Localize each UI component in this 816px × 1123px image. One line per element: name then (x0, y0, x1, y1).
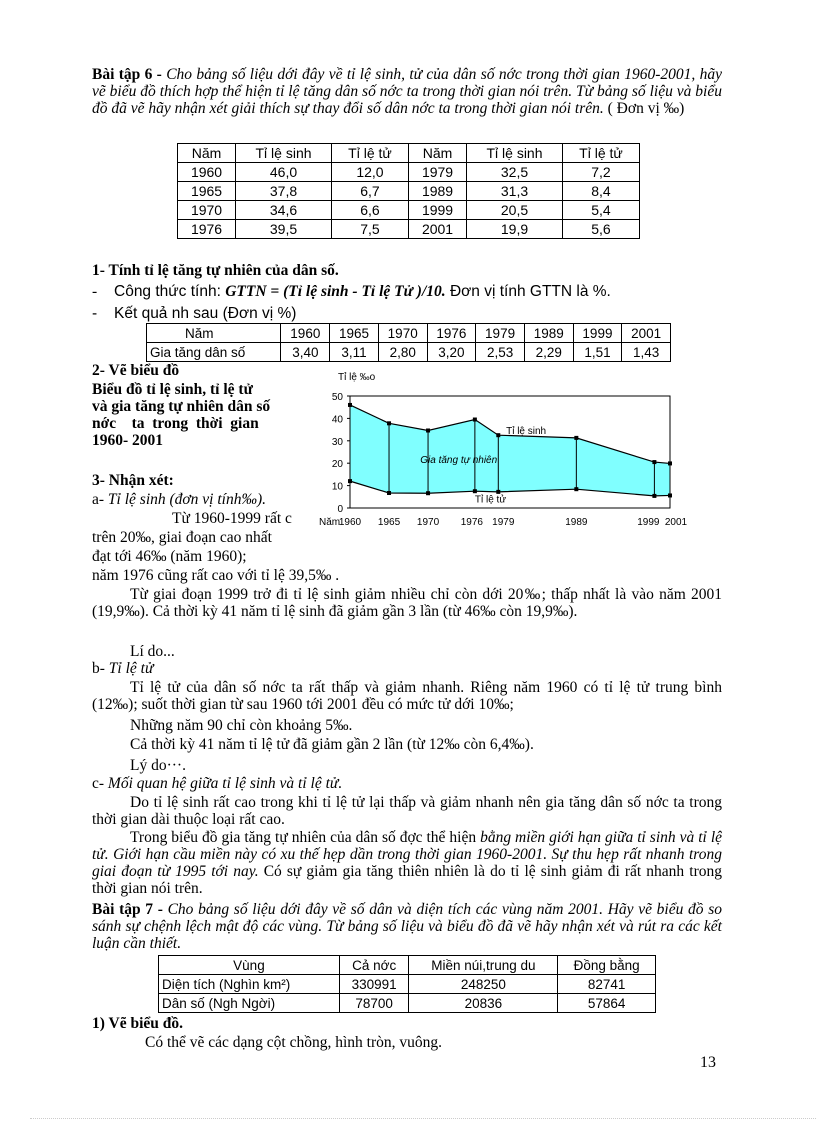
table-header: Vùng (159, 956, 340, 975)
birth-rate-point (387, 421, 391, 425)
table-cell: 8,4 (562, 182, 639, 201)
sub-a-label: a- (92, 491, 108, 508)
sub-c-label: c- (92, 775, 108, 792)
table-cell: 46,0 (236, 163, 332, 182)
table-header: Tỉ lệ sinh (236, 144, 332, 163)
table-header: Tỉ lệ tử (331, 144, 408, 163)
para-a1-line3: đạt tới 46‰ (năm 1960); (92, 548, 247, 565)
table-cell: 1979 (408, 163, 466, 182)
death-rate-point (426, 491, 430, 495)
caption-line: Biểu đồ tỉ lệ sinh, tỉ lệ tử (92, 381, 253, 398)
table-cell: 330991 (339, 975, 409, 994)
table-cell: 1970 (178, 201, 236, 220)
birth-rate-point (348, 403, 352, 407)
birth-death-rate-chart (318, 366, 698, 546)
table-header: Miền núi,trung du (409, 956, 558, 975)
table-row (178, 182, 640, 201)
table-cell: 2001 (622, 324, 671, 343)
table-cell: 1989 (524, 324, 573, 343)
sub-a-title: Tỉ lệ sinh (đơn vị tính‰). (107, 491, 267, 508)
ex7-section1-title: 1) Vẽ biểu đồ. (92, 1015, 184, 1032)
growth-table (146, 323, 671, 362)
table-row (147, 343, 671, 362)
ex6-unit: ( Đơn vị ‰) (607, 100, 685, 117)
para-c2-a: Trong biểu đồ gia tăng tự nhiên của dân số đợc thể hiện (130, 829, 481, 846)
table-cell: 2,53 (476, 343, 525, 362)
table-header: Năm (408, 144, 466, 163)
table-cell: 1,51 (573, 343, 622, 362)
death-rate-point (473, 489, 477, 493)
table-cell: 1,43 (622, 343, 671, 362)
ex6-result-line (92, 305, 296, 322)
sub-c-title: Mối quan hệ giữa tỉ lệ sinh và tỉ lệ tử. (107, 775, 343, 792)
table-cell: 1979 (476, 324, 525, 343)
table-row (159, 994, 656, 1013)
ex6-title: Bài tập 6 - (92, 66, 162, 83)
table-cell: 2,80 (378, 343, 427, 362)
table-row (178, 201, 640, 220)
x-tick-label: 1979 (492, 517, 515, 528)
ex6-intro-text: Cho bảng số liệu dới đây về tỉ lệ sinh, tử của dân số nớc trong thời gian 1960-2001, hãy vẽ biểu đồ thích hợp thể hiện tỉ lệ tăng dân số nớc ta trong thời gian nói trên. Từ bảng số liệu và biểu đồ đã vẽ hãy nhận xét giải thích sự thay đổi số dân nớc ta trong thời gian nói trên. (92, 66, 723, 117)
x-axis-label: Năm (319, 517, 341, 528)
x-tick-label: 1976 (460, 517, 484, 528)
formula-prefix: Công thức tính: (114, 283, 226, 300)
row-label: Năm (147, 324, 281, 343)
table-cell: Dân số (Ngh Ngời) (159, 994, 340, 1013)
row-label: Gia tăng dân số (147, 343, 281, 362)
y-tick-label: 40 (331, 414, 343, 426)
table-cell: 1999 (408, 201, 466, 220)
para-c2 (92, 829, 722, 897)
table-cell: 37,8 (236, 182, 332, 201)
x-tick-label: 1970 (416, 517, 440, 528)
y-tick-label: 10 (331, 481, 343, 493)
para-c2-b: bằng miền giới hạn giữa tỉ sinh và tỉ lệ tử. Giới hạn cầu miền này có xu thế hẹp dần trong thời gian 1960-2001. Sự thu hẹp rất nhanh trong giai đoạn từ 1995 tới nay. (92, 829, 723, 880)
table-cell: 7,5 (331, 220, 408, 239)
table-cell: 1960 (281, 324, 330, 343)
x-tick-label: 1960 (338, 517, 362, 528)
caption-line: nớc ta trong thời gian (92, 415, 259, 432)
result-text: Kết quả nh sau (Đơn vị %) (114, 305, 297, 322)
para-b2: Những năm 90 chỉ còn khoảng 5‰. (130, 717, 353, 734)
para-a1-line4: năm 1976 cũng rất cao với tỉ lệ 39,5‰ . (92, 567, 340, 584)
table-cell: 20,5 (467, 201, 563, 220)
birth-rate-point (574, 436, 578, 440)
table-header-row (178, 144, 640, 163)
table-cell: 34,6 (236, 201, 332, 220)
birth-rate-point (426, 428, 430, 432)
x-tick-label: 1999 (637, 517, 660, 528)
x-tick-label: 2001 (664, 517, 688, 528)
para-a1-line2: trên 20‰, giai đoạn cao nhất (92, 529, 272, 546)
sub-b-heading (92, 660, 153, 677)
x-tick-label: 1989 (565, 517, 588, 528)
caption-line: và gia tăng tự nhiên dân số (92, 398, 271, 415)
para-b3: Cả thời kỳ 41 năm tỉ lệ tử đã giảm gần 2 lần (từ 12‰ còn 6,4‰). (130, 736, 534, 753)
para-a3: Lí do... (130, 643, 175, 660)
series-label-birth-rate: Tỉ lệ sinh (506, 426, 547, 438)
table-cell: 1976 (427, 324, 476, 343)
y-tick-label: 50 (331, 392, 343, 403)
table-cell: 31,3 (467, 182, 563, 201)
table-cell: 1960 (178, 163, 236, 182)
table-cell: 2001 (408, 220, 466, 239)
ex7-intro-text: Cho bảng số liệu dới đây về số dân và diện tích các vùng năm 2001. Hãy vẽ biểu đồ so sánh sự chệnh lệch mật độ các vùng. Từ bảng số liệu và biểu đồ đã vẽ hãy nhận xét và rút ra các kết luận cần thiết. (92, 901, 722, 952)
para-c2-c: Có sự giảm gia tăng thiên nhiên là do tỉ lệ sinh giảm đi rất nhanh trong thời gian nói trên. (92, 863, 722, 897)
ex6-section2-title: 2- Vẽ biểu đồ (92, 362, 180, 379)
sub-a-heading (92, 491, 266, 508)
table-cell: 6,7 (331, 182, 408, 201)
y-axis-label: Tỉ lệ ‰o (338, 372, 376, 383)
table-cell: Diện tích (Nghìn km²) (159, 975, 340, 994)
table-cell: 7,2 (562, 163, 639, 182)
table-cell: 248250 (409, 975, 558, 994)
table-cell: 6,6 (331, 201, 408, 220)
chart-caption (92, 381, 310, 449)
table-cell: 1965 (330, 324, 379, 343)
formula: GTTN = (Tỉ lệ sinh - Tỉ lệ Tử )/10. (225, 283, 446, 300)
bullet-dash: - (92, 283, 98, 300)
y-tick-label: 20 (331, 459, 343, 471)
table-cell: 12,0 (331, 163, 408, 182)
para-a2: Từ giai đoạn 1999 trở đi tỉ lệ sinh giảm nhiều chỉ còn dới 20‰; thấp nhất là vào năm 2001 (19,9‰). Cả thời kỳ 41 năm tỉ lệ sinh đã giảm gần 3 lần (từ 46‰ còn 19,9‰). (92, 586, 722, 620)
table-cell: 82741 (558, 975, 656, 994)
death-rate-point (496, 490, 500, 494)
sub-c-heading (92, 775, 342, 792)
area-label: Gia tăng tự nhiên (420, 455, 498, 467)
death-rate-point (348, 479, 352, 483)
table-cell: 19,9 (467, 220, 563, 239)
bullet-dash: - (92, 305, 98, 322)
caption-line: 1960- 2001 (92, 432, 164, 449)
table-cell: 57864 (558, 994, 656, 1013)
table-cell: 1970 (378, 324, 427, 343)
table-header-row (159, 956, 656, 975)
birth-rate-point (473, 418, 477, 422)
death-rate-point (668, 493, 672, 497)
table-header: Đồng bằng (558, 956, 656, 975)
table-cell: 39,5 (236, 220, 332, 239)
table-header: Năm (178, 144, 236, 163)
birth-rate-point (652, 460, 656, 464)
sub-b-title: Tỉ lệ tử (108, 660, 154, 677)
death-rate-point (574, 487, 578, 491)
table-cell: 3,20 (427, 343, 476, 362)
sub-b-label: b- (92, 660, 109, 677)
table-row (178, 163, 640, 182)
ex7-intro (92, 901, 722, 952)
table-header: Tỉ lệ sinh (467, 144, 563, 163)
death-rate-point (387, 491, 391, 495)
table-cell: 2,29 (524, 343, 573, 362)
birth-rate-point (668, 461, 672, 465)
series-label-death-rate: Tỉ lệ tử (474, 494, 507, 506)
ex7-data-table (158, 955, 656, 1013)
birth-rate-point (496, 433, 500, 437)
table-cell: 1965 (178, 182, 236, 201)
table-cell: 1999 (573, 324, 622, 343)
table-header: Tỉ lệ tử (562, 144, 639, 163)
table-cell: 5,6 (562, 220, 639, 239)
page-number: 13 (700, 1054, 716, 1071)
table-cell: 1989 (408, 182, 466, 201)
table-cell: 32,5 (467, 163, 563, 182)
ex6-section1-title: 1- Tính tỉ lệ tăng tự nhiên của dân số. (92, 262, 339, 279)
ex6-section3-title: 3- Nhận xét: (92, 472, 174, 489)
table-row (147, 324, 671, 343)
table-header: Cả nớc (339, 956, 409, 975)
table-cell: 78700 (339, 994, 409, 1013)
para-c1: Do tỉ lệ sinh rất cao trong khi tỉ lệ tử lại thấp và giảm nhanh nên gia tăng dân số nớc ta trong thời gian dài thuộc loại rất cao. (92, 794, 722, 828)
para-b1: Tỉ lệ tử của dân số nớc ta rất thấp và giảm nhanh. Riêng năm 1960 có tỉ lệ tử trung bình (12‰); suốt thời gian từ sau 1960 tới 2001 đều có mức tử dới 10‰; (92, 679, 722, 713)
table-cell: 20836 (409, 994, 558, 1013)
table-row (178, 220, 640, 239)
ex7-section1-text: Có thể vẽ các dạng cột chồng, hình tròn, vuông. (145, 1034, 443, 1051)
growth-area (350, 405, 670, 496)
ex6-formula-line (92, 283, 732, 300)
table-row (159, 975, 656, 994)
table-cell: 5,4 (562, 201, 639, 220)
death-rate-point (652, 494, 656, 498)
para-b4: Lý do···. (130, 757, 186, 774)
formula-suffix: Đơn vị tính GTTN là %. (445, 283, 611, 300)
table-cell: 3,40 (281, 343, 330, 362)
ex7-title: Bài tập 7 - (92, 901, 163, 918)
page-bottom-divider (30, 1118, 816, 1119)
y-tick-label: 0 (337, 504, 343, 515)
table-cell: 1976 (178, 220, 236, 239)
ex6-data-table (177, 143, 640, 239)
table-cell: 3,11 (330, 343, 379, 362)
x-tick-label: 1965 (377, 517, 401, 528)
para-a1-line1: Từ 1960-1999 rất c (172, 510, 292, 527)
ex6-intro (92, 66, 722, 117)
y-tick-label: 30 (331, 436, 343, 448)
